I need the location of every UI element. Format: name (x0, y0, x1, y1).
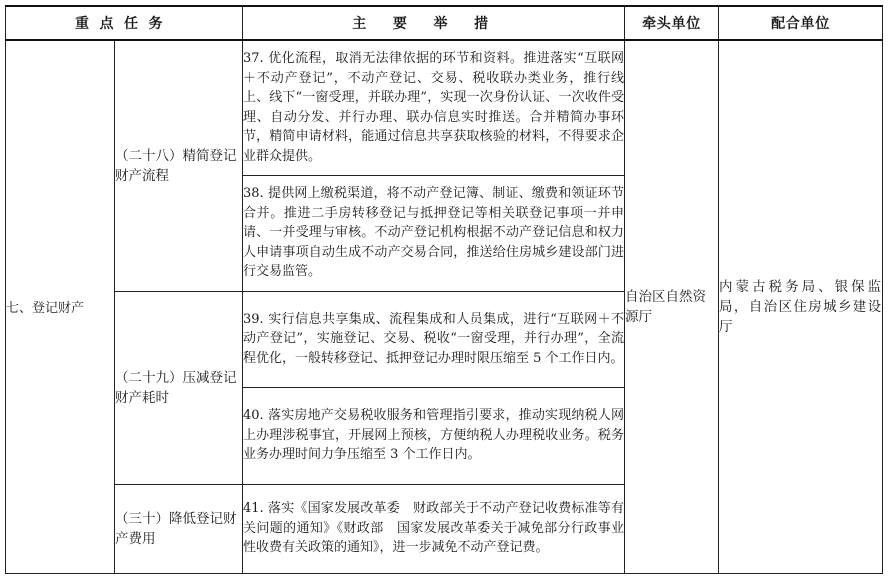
measure-cell: 40. 落实房地产交易税收服务和管理指引要求，推动实现纳税人网上办理涉税事宜，开展网上预核，方便纳税人办理税收业务。税务业务办理时间力争压缩至 3 个工作日内。 (243, 387, 625, 484)
header-lead-unit: 牵头单位 (625, 6, 719, 40)
table-row (6, 40, 883, 175)
measure-cell: 37. 优化流程，取消无法律依据的环节和资料。推进落实“互联网＋不动产登记”，不动产登记、交易、税收联办类业务，推行线上、线下“一窗受理，并联办理”，实现一次身份认证、一次收件受理、自动分发、并行办理、联办信息实时推送。合并精简办事环节，精简申请材料，能通过信息共享获取核验的材料，不得要求企业群众提供。 (243, 40, 625, 175)
subtask-cell: （三十）降低登记财产费用 (115, 484, 243, 573)
subtask-cell: （二十八）精简登记财产流程 (115, 40, 243, 291)
lead-unit-cell: 自治区自然资源厅 (625, 40, 719, 573)
coop-unit-cell: 内蒙古税务局、银保监局，自治区住房城乡建设厅 (719, 40, 883, 573)
task-cell: 七、登记财产 (6, 40, 115, 573)
measure-cell: 38. 提供网上缴税渠道，将不动产登记簿、制证、缴费和领证环节合并。推进二手房转移登记与抵押登记等相关联登记事项一并申请、一并受理与审核。不动产登记机构根据不动产登记信息和权力人申请事项自动生成不动产交易合同，推送给住房城乡建设部门进行交易监管。 (243, 175, 625, 291)
measure-cell: 39. 实行信息共享集成、流程集成和人员集成，进行“互联网＋不动产登记”，实施登记、交易、税收“一窗受理，并行办理”，全流程优化，一般转移登记、抵押登记办理时限压缩至 5 个工作日内。 (243, 291, 625, 387)
header-task: 重点任务 (6, 6, 243, 40)
header-row (6, 6, 883, 40)
header-coop-unit: 配合单位 (719, 6, 883, 40)
subtask-cell: （二十九）压减登记财产耗时 (115, 291, 243, 484)
header-measures: 主要举措 (243, 6, 625, 40)
measure-cell: 41. 落实《国家发展改革委 财政部关于不动产登记收费标准等有关问题的通知》《财政部 国家发展改革委关于减免部分行政事业性收费有关政策的通知》，进一步减免不动产登记费。 (243, 484, 625, 573)
policy-table (5, 5, 883, 574)
